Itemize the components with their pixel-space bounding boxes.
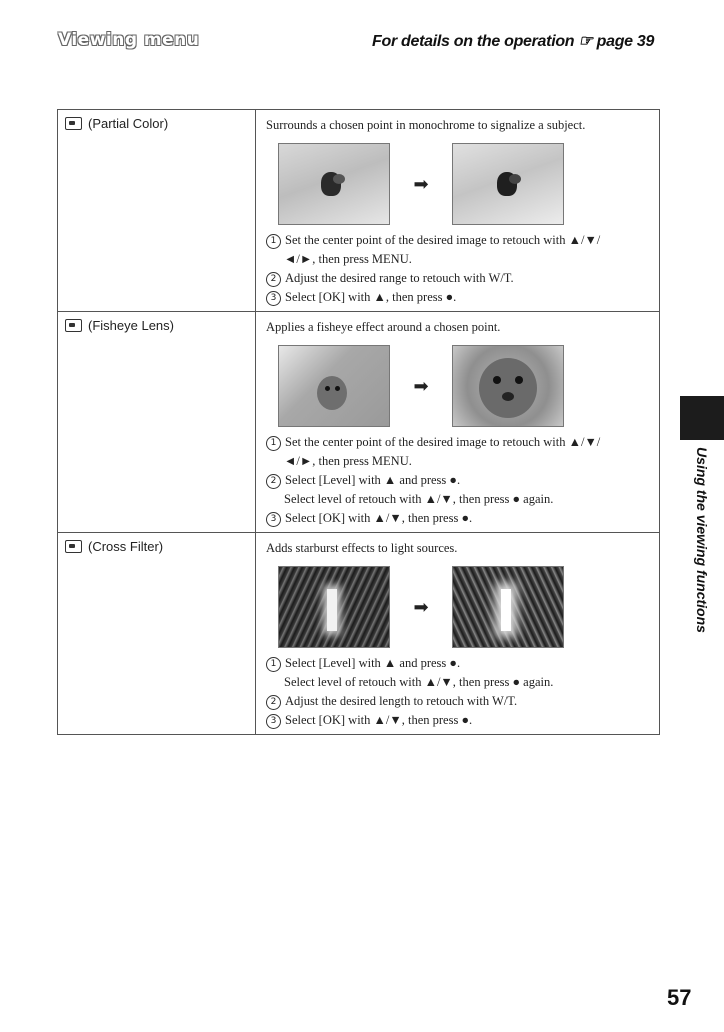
step-continuation: Select level of retouch with ▲/▼, then press ● again. bbox=[284, 675, 554, 689]
step-item bbox=[266, 433, 651, 471]
step-number: 1 bbox=[266, 436, 281, 451]
step-number: 3 bbox=[266, 291, 281, 306]
step-item bbox=[266, 654, 651, 692]
step-number: 3 bbox=[266, 714, 281, 729]
section-tab-marker bbox=[680, 396, 724, 440]
feature-name-cell bbox=[58, 110, 256, 312]
feature-description-cell bbox=[256, 533, 660, 735]
table-row bbox=[58, 533, 660, 735]
step-list bbox=[266, 231, 651, 307]
feature-table bbox=[57, 109, 660, 735]
feature-summary: Adds starburst effects to light sources. bbox=[266, 541, 458, 555]
after-photo bbox=[452, 143, 564, 225]
step-continuation: Select level of retouch with ▲/▼, then press ● again. bbox=[284, 492, 554, 506]
step-text: Adjust the desired length to retouch with W/T. bbox=[285, 694, 518, 708]
feature-name: (Partial Color) bbox=[88, 116, 169, 131]
page-number: 57 bbox=[667, 985, 692, 1010]
operation-reference bbox=[372, 31, 654, 51]
table-row bbox=[58, 312, 660, 533]
step-text: Select [Level] with ▲ and press ●. bbox=[285, 473, 461, 487]
step-item bbox=[266, 288, 651, 307]
step-item bbox=[266, 711, 651, 730]
step-item bbox=[266, 269, 651, 288]
step-continuation: ◄/►, then press MENU. bbox=[284, 454, 412, 468]
before-photo bbox=[278, 566, 390, 648]
feature-name: (Fisheye Lens) bbox=[88, 318, 174, 333]
before-photo bbox=[278, 143, 390, 225]
reference-page: page 39 bbox=[596, 33, 655, 50]
step-number: 3 bbox=[266, 512, 281, 527]
cross-filter-icon bbox=[65, 540, 82, 553]
step-text: Select [Level] with ▲ and press ●. bbox=[285, 656, 461, 670]
step-continuation: ◄/►, then press MENU. bbox=[284, 252, 412, 266]
example-images bbox=[278, 566, 651, 648]
feature-summary: Applies a fisheye effect around a chosen point. bbox=[266, 320, 501, 334]
arrow-right-icon: ➡ bbox=[413, 173, 429, 194]
arrow-right-icon: ➡ bbox=[413, 596, 429, 617]
step-text: Adjust the desired range to retouch with W/T. bbox=[285, 271, 514, 285]
step-item bbox=[266, 509, 651, 528]
reference-prefix: For details on the operation bbox=[372, 33, 575, 50]
feature-name: (Cross Filter) bbox=[88, 539, 164, 554]
step-item bbox=[266, 231, 651, 269]
pointing-hand-icon: ☞ bbox=[578, 33, 593, 50]
feature-description-cell bbox=[256, 312, 660, 533]
section-title: Viewing menu bbox=[58, 30, 200, 50]
step-number: 1 bbox=[266, 234, 281, 249]
after-photo bbox=[452, 566, 564, 648]
arrow-right-icon: ➡ bbox=[413, 375, 429, 396]
step-text: Select [OK] with ▲/▼, then press ●. bbox=[285, 713, 473, 727]
feature-description-cell bbox=[256, 110, 660, 312]
partial-color-icon bbox=[65, 117, 82, 130]
table-row bbox=[58, 110, 660, 312]
step-text: Set the center point of the desired image to retouch with ▲/▼/ bbox=[285, 435, 601, 449]
step-text: Select [OK] with ▲/▼, then press ●. bbox=[285, 511, 473, 525]
feature-name-cell bbox=[58, 533, 256, 735]
step-number: 2 bbox=[266, 474, 281, 489]
step-text: Set the center point of the desired image to retouch with ▲/▼/ bbox=[285, 233, 601, 247]
fisheye-lens-icon bbox=[65, 319, 82, 332]
side-tab-text: Using the viewing functions bbox=[694, 447, 710, 633]
after-photo bbox=[452, 345, 564, 427]
step-list bbox=[266, 654, 651, 730]
step-number: 1 bbox=[266, 657, 281, 672]
step-number: 2 bbox=[266, 695, 281, 710]
feature-summary: Surrounds a chosen point in monochrome to signalize a subject. bbox=[266, 118, 586, 132]
example-images bbox=[278, 345, 651, 427]
step-list bbox=[266, 433, 651, 528]
side-tab-label bbox=[680, 447, 724, 633]
step-text: Select [OK] with ▲, then press ●. bbox=[285, 290, 457, 304]
example-images bbox=[278, 143, 651, 225]
feature-name-cell bbox=[58, 312, 256, 533]
step-number: 2 bbox=[266, 272, 281, 287]
step-item bbox=[266, 471, 651, 509]
step-item bbox=[266, 692, 651, 711]
before-photo bbox=[278, 345, 390, 427]
